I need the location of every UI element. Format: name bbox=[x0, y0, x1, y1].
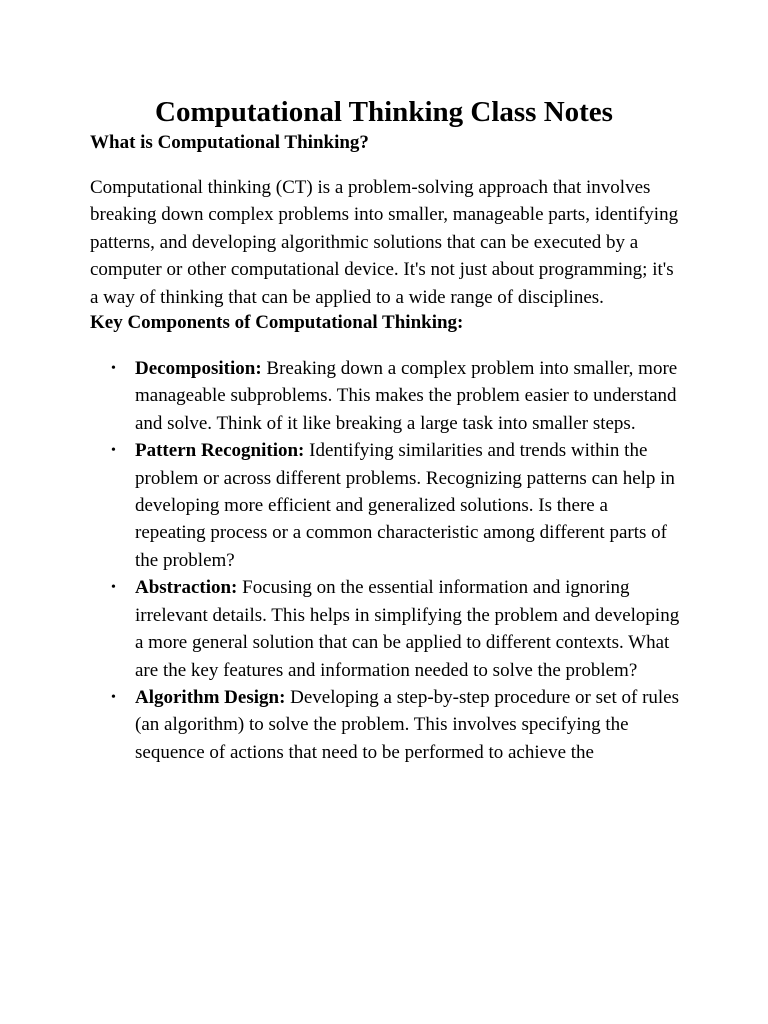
list-item-term: Pattern Recognition: bbox=[135, 440, 305, 462]
list-item-term: Abstraction: bbox=[135, 577, 238, 599]
list-item-text: Identifying similarities and trends within the problem or across different problems. Recognizing patterns can help in developing more efficient and generalized solutions. Is there a repeating process or a common characteristic among different parts of the problem? bbox=[135, 440, 675, 571]
list-item-term: Decomposition: bbox=[135, 358, 262, 380]
bullet-icon: • bbox=[111, 689, 116, 705]
components-list bbox=[90, 355, 680, 766]
list-item-abstraction bbox=[111, 574, 680, 684]
bullet-icon: • bbox=[111, 580, 116, 596]
list-item-decomposition bbox=[111, 355, 680, 437]
list-item-term: Algorithm Design: bbox=[135, 686, 286, 708]
list-item-text: Breaking down a complex problem into smaller, more manageable subproblems. This makes the problem easier to understand and solve. Think of it like breaking a large task into smaller steps. bbox=[135, 358, 678, 434]
page-title: Computational Thinking Class Notes bbox=[155, 96, 613, 128]
section-heading-key-components: Key Components of Computational Thinking: bbox=[90, 312, 464, 334]
document-page bbox=[90, 0, 680, 766]
list-item-pattern-recognition bbox=[111, 437, 680, 574]
intro-paragraph: Computational thinking (CT) is a problem-solving approach that involves breaking down complex problems into smaller, manageable parts, identifying patterns, and developing algorithmic solutions that can be executed by a computer or other computational device. It's not just about programming; it's a way of thinking that can be applied to a wide range of disciplines. bbox=[90, 177, 679, 308]
list-item-text: Focusing on the essential information and ignoring irrelevant details. This helps in simplifying the problem and developing a more general solution that can be applied to different contexts. What are the key features and information needed to solve the problem? bbox=[135, 577, 680, 681]
section-heading-what-is-ct: What is Computational Thinking? bbox=[90, 132, 369, 153]
bullet-icon: • bbox=[111, 443, 116, 459]
bullet-icon: • bbox=[111, 361, 116, 377]
list-item-text: Developing a step-by-step procedure or set of rules (an algorithm) to solve the problem. This involves specifying the sequence of actions that need to be performed to achieve the bbox=[135, 686, 679, 763]
list-item-algorithm-design bbox=[111, 684, 680, 766]
